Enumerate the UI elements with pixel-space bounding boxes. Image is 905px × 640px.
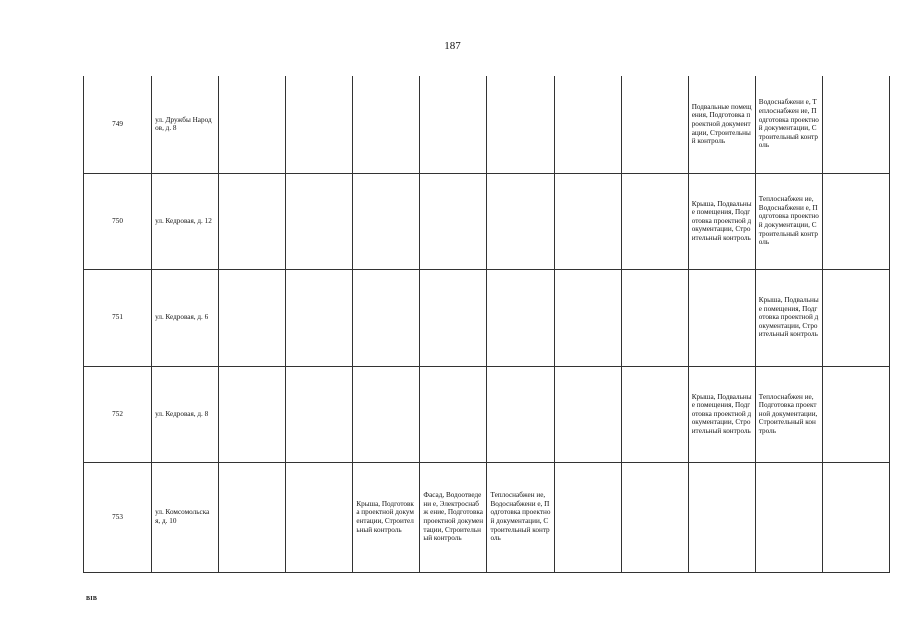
work-cell	[353, 173, 420, 269]
table-row	[84, 366, 890, 462]
work-cell	[420, 76, 487, 173]
work-cell	[554, 269, 621, 366]
work-cell	[286, 366, 353, 462]
works-table	[83, 76, 890, 573]
work-cell	[219, 76, 286, 173]
work-cell	[621, 269, 688, 366]
table-row	[84, 269, 890, 366]
work-cell: Крыша, Подвальные помещения, Подготовка проектной документации, Строительный контроль	[688, 366, 755, 462]
row-number: 750	[84, 173, 152, 269]
works-table-wrapper	[83, 76, 890, 572]
work-cell	[353, 76, 420, 173]
work-cell	[219, 269, 286, 366]
work-cell	[420, 366, 487, 462]
work-cell	[621, 366, 688, 462]
address-cell: ул. Дружбы Народов, д. 8	[152, 76, 219, 173]
work-cell	[621, 173, 688, 269]
work-cell	[554, 366, 621, 462]
work-cell	[688, 269, 755, 366]
work-cell	[286, 76, 353, 173]
row-number: 751	[84, 269, 152, 366]
work-cell	[621, 76, 688, 173]
work-cell: Крыша, Подвальные помещения, Подготовка проектной документации, Строительный контроль	[755, 269, 822, 366]
work-cell	[353, 366, 420, 462]
work-cell: Крыша, Подвальные помещения, Подготовка проектной документации, Строительный контроль	[688, 173, 755, 269]
work-cell: Водоснабжени е, Теплоснабжен ие, Подготовка проектной документации, Строительный контроль	[755, 76, 822, 173]
row-number: 753	[84, 462, 152, 572]
row-number: 752	[84, 366, 152, 462]
work-cell: Фасад, Водоотведени е, Электроснабж ение, Подготовка проектной документации, Строительный контроль	[420, 462, 487, 572]
work-cell	[822, 462, 889, 572]
work-cell	[487, 269, 554, 366]
work-cell	[487, 173, 554, 269]
address-cell: ул. Комсомольска я, д. 10	[152, 462, 219, 572]
page-number: 187	[444, 40, 461, 52]
table-row	[84, 462, 890, 572]
address-cell: ул. Кедровая, д. 8	[152, 366, 219, 462]
work-cell	[822, 173, 889, 269]
footer-mark: BIB	[86, 596, 98, 602]
table-row	[84, 173, 890, 269]
address-cell: ул. Кедровая, д. 12	[152, 173, 219, 269]
work-cell	[554, 76, 621, 173]
row-number: 749	[84, 76, 152, 173]
work-cell	[755, 462, 822, 572]
work-cell	[822, 366, 889, 462]
work-cell	[286, 462, 353, 572]
work-cell	[353, 269, 420, 366]
work-cell: Крыша, Подготовка проектной документации, Строительный контроль	[353, 462, 420, 572]
work-cell: Подвальные помещения, Подготовка проектной документации, Строительный контроль	[688, 76, 755, 173]
work-cell	[420, 269, 487, 366]
work-cell	[487, 76, 554, 173]
work-cell	[219, 173, 286, 269]
work-cell	[621, 462, 688, 572]
work-cell	[286, 173, 353, 269]
work-cell: Теплоснабжен ие, Водоснабжени е, Подготовка проектной документации, Строительный контроль	[487, 462, 554, 572]
address-cell: ул. Кедровая, д. 6	[152, 269, 219, 366]
table-row	[84, 76, 890, 173]
work-cell	[554, 462, 621, 572]
work-cell	[487, 366, 554, 462]
work-cell	[219, 366, 286, 462]
work-cell	[688, 462, 755, 572]
work-cell: Теплоснабжен ие, Подготовка проектной документации, Строительный контроль	[755, 366, 822, 462]
work-cell	[420, 173, 487, 269]
work-cell	[822, 269, 889, 366]
work-cell: Теплоснабжен ие, Водоснабжени е, Подготовка проектной документации, Строительный контроль	[755, 173, 822, 269]
work-cell	[554, 173, 621, 269]
work-cell	[286, 269, 353, 366]
work-cell	[822, 76, 889, 173]
work-cell	[219, 462, 286, 572]
